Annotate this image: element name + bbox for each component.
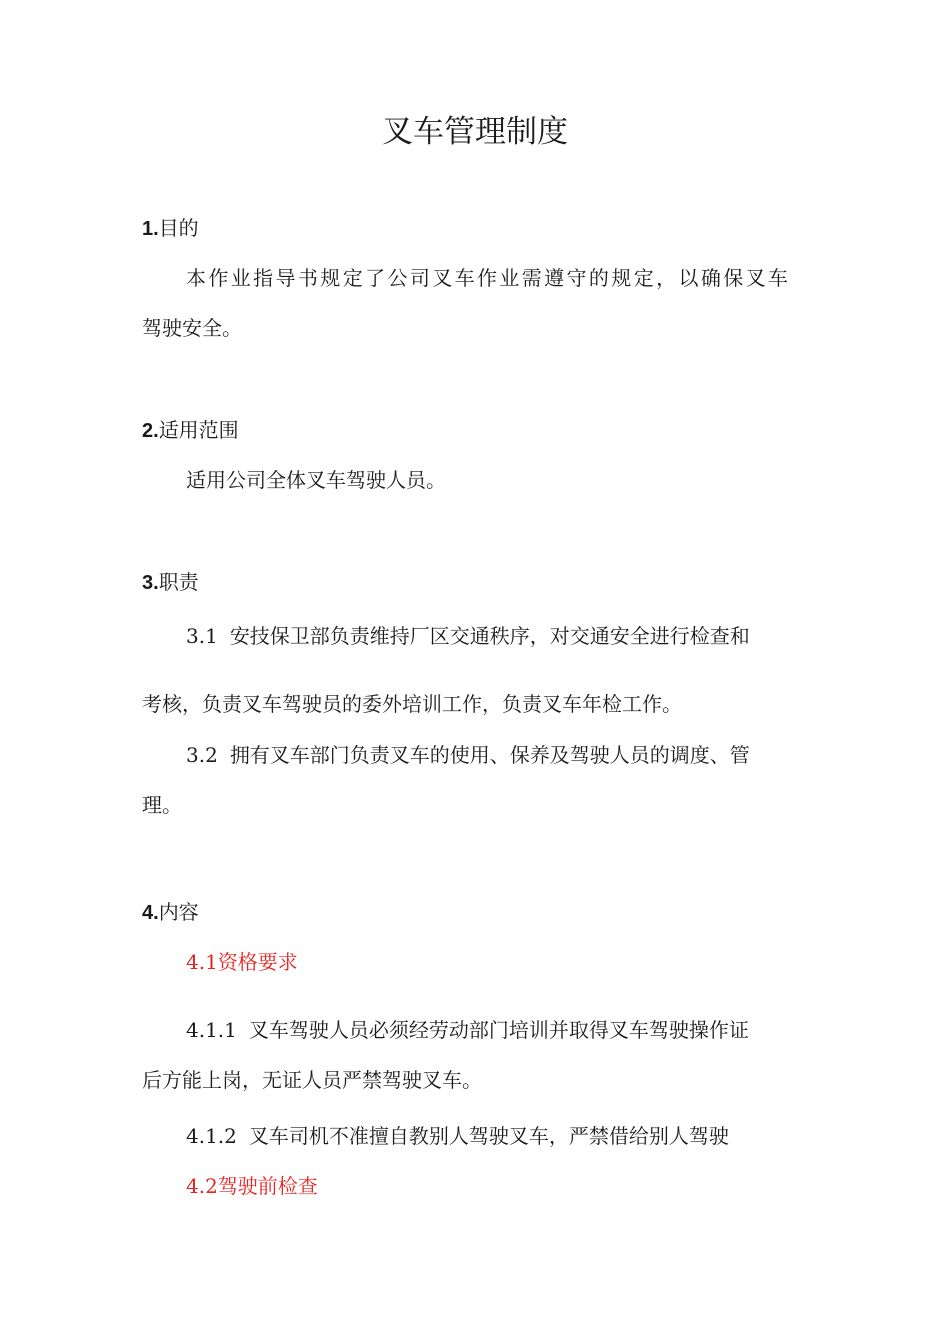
subsection-4-2-heading: [186, 1172, 318, 1200]
subsection-4-2-number: 4.2: [186, 1174, 218, 1198]
item-4-1-2-line1: [186, 1122, 729, 1150]
section-2-title: 适用范围: [158, 418, 239, 442]
section-1-number: 1.: [142, 218, 159, 240]
section-1-heading: [142, 214, 199, 243]
item-3-2-number: 3.2: [186, 743, 218, 767]
section-2-paragraph: 适用公司全体叉车驾驶人员。: [186, 468, 446, 492]
subsection-4-2-title: 驾驶前检查: [217, 1174, 318, 1198]
item-4-1-1-line2: 后方能上岗，无证人员严禁驾驶叉车。: [142, 1068, 482, 1092]
section-1-title: 目的: [158, 216, 199, 240]
section-2-heading: [142, 416, 239, 445]
item-3-1-text: 安技保卫部负责维持厂区交通秩序，对交通安全进行检查和: [229, 624, 750, 648]
item-4-1-1-text: 叉车驾驶人员必须经劳动部门培训并取得叉车驾驶操作证: [248, 1018, 749, 1042]
subsection-4-1-number: 4.1: [186, 950, 218, 974]
subsection-4-1-heading: [186, 948, 298, 976]
item-3-1-line1: [186, 622, 750, 650]
item-3-2-text: 拥有叉车部门负责叉车的使用、保养及驾驶人员的调度、管: [229, 743, 750, 767]
item-4-1-2-text: 叉车司机不准擅自教别人驾驶叉车，严禁借给别人驾驶: [248, 1124, 729, 1148]
subsection-4-1-title: 资格要求: [217, 950, 298, 974]
section-4-number: 4.: [142, 902, 159, 924]
item-3-1-line2: 考核，负责叉车驾驶员的委外培训工作，负责叉车年检工作。: [142, 692, 682, 716]
document-title: 叉车管理制度: [382, 114, 568, 150]
section-3-heading: [142, 568, 199, 597]
section-4-heading: [142, 898, 199, 927]
section-4-title: 内容: [158, 900, 199, 924]
item-4-1-2-number: 4.1.2: [186, 1124, 237, 1148]
item-4-1-1-line1: [186, 1016, 749, 1044]
section-1-paragraph-line1: 本作业指导书规定了公司叉车作业需遵守的规定，以确保叉车: [186, 266, 788, 290]
item-3-2-line2: 理。: [142, 793, 182, 817]
section-3-title: 职责: [158, 570, 199, 594]
section-3-number: 3.: [142, 572, 159, 594]
section-1-paragraph-line2: 驾驶安全。: [142, 316, 242, 340]
item-3-1-number: 3.1: [186, 624, 218, 648]
section-2-number: 2.: [142, 420, 159, 442]
item-4-1-1-number: 4.1.1: [186, 1018, 237, 1042]
item-3-2-line1: [186, 741, 750, 769]
